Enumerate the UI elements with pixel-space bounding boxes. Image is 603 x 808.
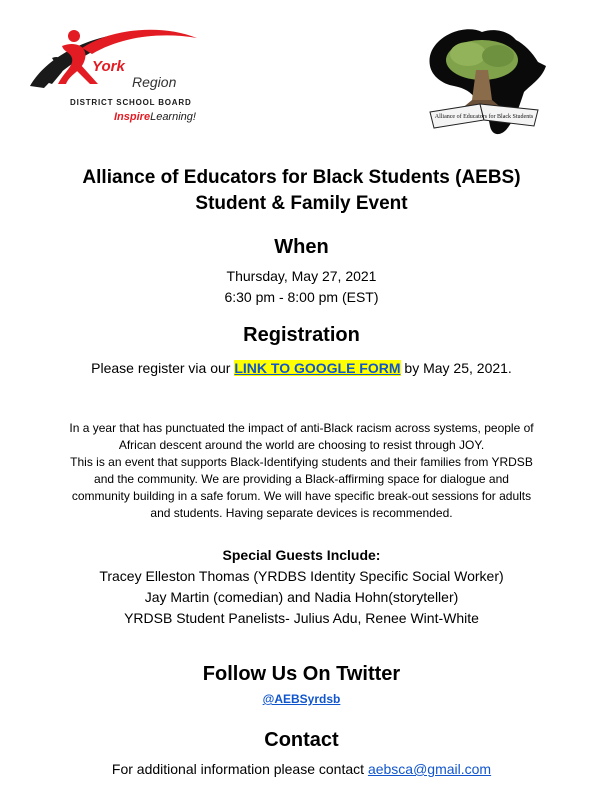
guests-line2: Jay Martin (comedian) and Nadia Hohn(storyteller) <box>144 589 459 605</box>
guests-line3: YRDSB Student Panelists- Julius Adu, Renee Wint-White <box>124 610 479 626</box>
yrdsb-tagline <box>114 111 196 123</box>
description-line1: In a year that has punctuated the impact of anti-Black racism across systems, people of <box>69 421 534 435</box>
when-time: 6:30 pm - 8:00 pm (EST) <box>224 289 379 305</box>
description-line3: This is an event that supports Black-Identifying students and their families from YRDSB <box>70 455 533 469</box>
event-title-line1: Alliance of Educators for Black Students (AEBS) <box>82 167 521 188</box>
yrdsb-york: York <box>92 58 125 75</box>
event-title-line2: Student & Family Event <box>195 193 408 214</box>
guests-line1: Tracey Elleston Thomas (YRDBS Identity Specific Social Worker) <box>99 568 504 584</box>
registration-heading: Registration <box>243 324 360 346</box>
twitter-handle-row <box>0 692 603 706</box>
description-line4: and the community. We are providing a Black-affirming space for dialogue and <box>94 472 509 486</box>
aebs-logo <box>420 22 550 140</box>
twitter-heading: Follow Us On Twitter <box>202 663 401 685</box>
event-description <box>0 420 603 522</box>
contact-text <box>0 759 603 780</box>
contact-prefix: For additional information please contact <box>111 761 368 777</box>
yrdsb-board: DISTRICT SCHOOL BOARD <box>70 98 192 107</box>
guests-heading: Special Guests Include: <box>222 547 381 563</box>
registration-text <box>0 358 603 379</box>
registration-prefix: Please register via our <box>91 360 235 376</box>
when-heading: When <box>274 236 329 258</box>
yrdsb-region: Region <box>132 74 177 90</box>
description-line5: community building in a safe forum. We will have specific break-out sessions for adults <box>71 489 532 503</box>
twitter-handle-link[interactable]: @AEBSyrdsb <box>262 692 341 706</box>
yrdsb-tagline-inspire: Inspire <box>114 111 151 123</box>
aebs-banner: Alliance of Educators for Black Students <box>434 114 534 120</box>
when-date: Thursday, May 27, 2021 <box>226 268 377 284</box>
registration-suffix: by May 25, 2021. <box>400 360 512 376</box>
yrdsb-logo <box>22 18 207 128</box>
google-form-link[interactable]: LINK TO GOOGLE FORM <box>234 360 401 376</box>
africa-tree-icon <box>420 22 550 140</box>
contact-email-link[interactable]: aebsca@gmail.com <box>367 761 492 777</box>
contact-heading: Contact <box>264 729 339 751</box>
description-line2: African descent around the world are choosing to resist through JOY. <box>118 438 485 452</box>
yrdsb-tagline-learning: Learning! <box>150 111 196 123</box>
event-title <box>0 165 603 217</box>
description-line6: and students. Having separate devices is recommended. <box>150 506 453 520</box>
